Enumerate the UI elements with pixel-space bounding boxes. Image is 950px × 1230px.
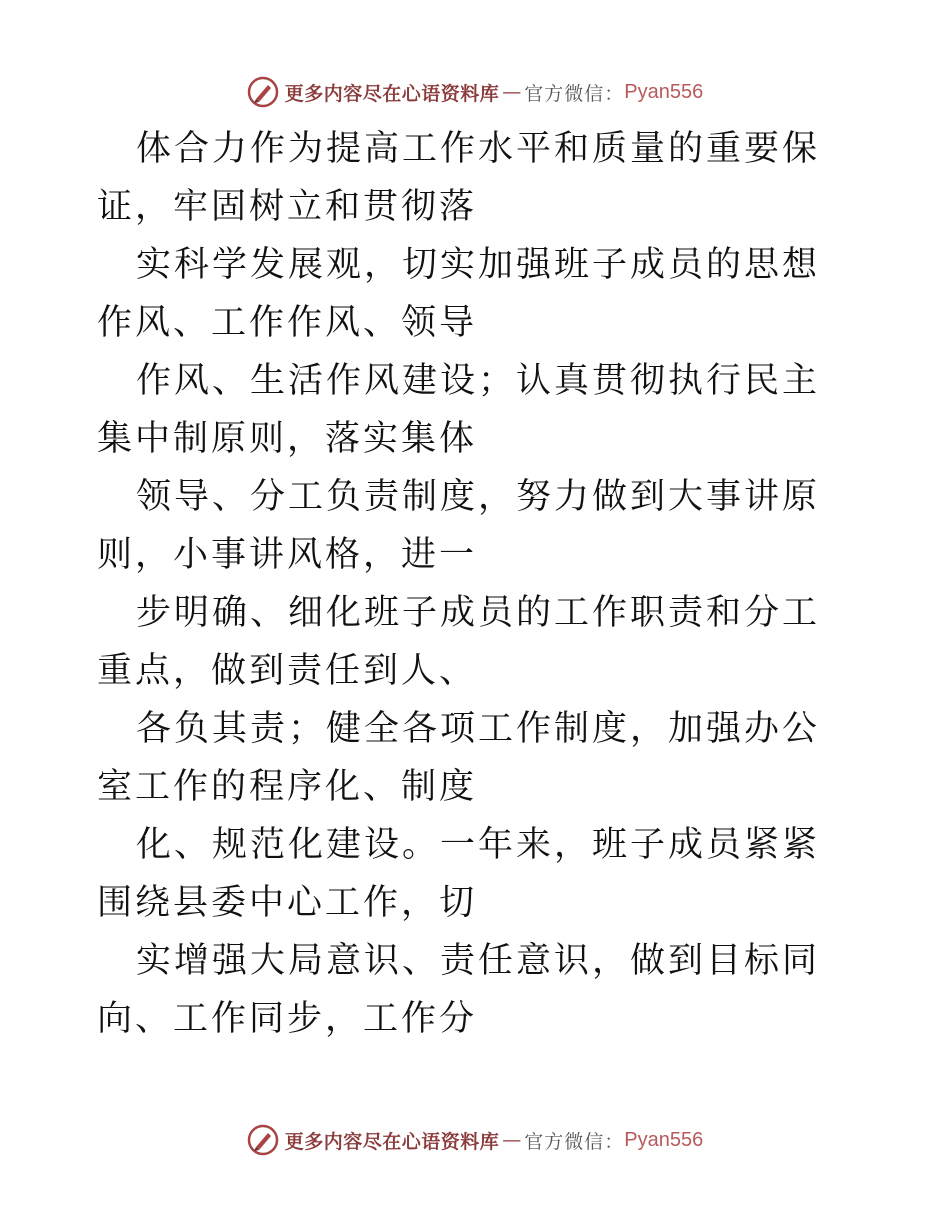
- document-body: [97, 120, 857, 1048]
- paragraph: 实科学发展观，切实加强班子成员的思想作风、工作作风、领导: [97, 245, 821, 343]
- watermark-sub-text: 官方微信：: [524, 1130, 625, 1153]
- footer-watermark: [0, 1120, 950, 1160]
- paragraph: 作风、生活作风建设；认真贯彻执行民主集中制原则，落实集体: [97, 361, 821, 459]
- watermark-sub-text: 官方微信：: [524, 82, 625, 105]
- paragraph: 步明确、细化班子成员的工作职责和分工重点，做到责任到人、: [97, 593, 821, 691]
- header-watermark: [0, 72, 950, 112]
- paragraph: 化、规范化建设。一年来，班子成员紧紧围绕县委中心工作，切: [97, 825, 821, 923]
- watermark-id: Pyan556: [624, 80, 704, 103]
- watermark-main-text: 更多内容尽在心语资料库: [284, 82, 500, 105]
- watermark-dash: —: [502, 81, 522, 103]
- paragraph: 各负其责；健全各项工作制度，加强办公室工作的程序化、制度: [97, 709, 821, 807]
- watermark-main-text: 更多内容尽在心语资料库: [284, 1130, 500, 1153]
- watermark-id: Pyan556: [624, 1128, 704, 1151]
- pen-logo-icon: [247, 76, 279, 108]
- paragraph: 体合力作为提高工作水平和质量的重要保证，牢固树立和贯彻落: [97, 129, 821, 227]
- pen-logo-icon: [247, 1124, 279, 1156]
- paragraph: 实增强大局意识、责任意识，做到目标同向、工作同步，工作分: [97, 941, 821, 1039]
- watermark-dash: —: [502, 1129, 522, 1151]
- paragraph: 领导、分工负责制度，努力做到大事讲原则，小事讲风格，进一: [97, 477, 821, 575]
